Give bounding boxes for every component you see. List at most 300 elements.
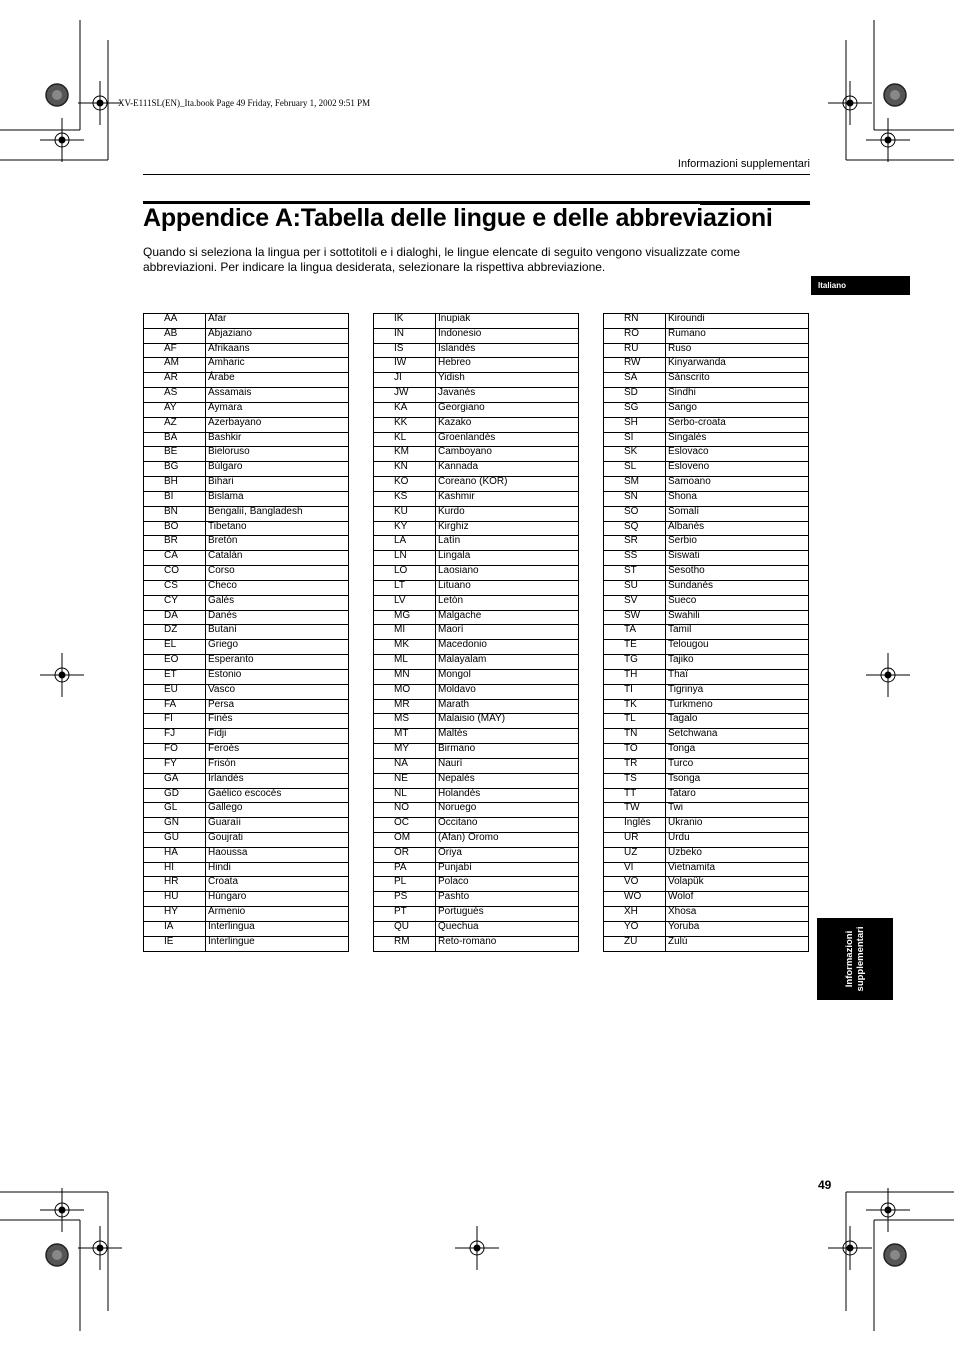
table-row (144, 640, 349, 655)
language-code: IK (374, 314, 436, 329)
language-tab: Italiano (811, 276, 910, 295)
language-name: Bretón (206, 536, 349, 551)
language-code: SK (604, 447, 666, 462)
table-row (374, 462, 579, 477)
language-name: Frisón (206, 758, 349, 773)
table-row (144, 417, 349, 432)
language-name: Portugués (436, 907, 579, 922)
language-code: KM (374, 447, 436, 462)
table-row (374, 491, 579, 506)
language-code: KA (374, 402, 436, 417)
language-code: MG (374, 610, 436, 625)
language-code: KS (374, 491, 436, 506)
language-code: SG (604, 402, 666, 417)
language-name: Macedonio (436, 640, 579, 655)
table-row (374, 343, 579, 358)
language-code: DA (144, 610, 206, 625)
table-row (604, 773, 809, 788)
header-divider (143, 174, 810, 175)
language-name: Bislama (206, 491, 349, 506)
table-row (374, 877, 579, 892)
table-row (144, 921, 349, 936)
language-code: SN (604, 491, 666, 506)
language-name: Turco (666, 758, 809, 773)
language-name: Afrikaans (206, 343, 349, 358)
table-row (604, 684, 809, 699)
language-code: GU (144, 832, 206, 847)
language-code: MR (374, 699, 436, 714)
language-name: Corso (206, 566, 349, 581)
language-name: Oriya (436, 847, 579, 862)
language-code: OR (374, 847, 436, 862)
language-name: Thaï (666, 669, 809, 684)
language-code: SD (604, 388, 666, 403)
language-name: Singalés (666, 432, 809, 447)
language-name: Serbio (666, 536, 809, 551)
language-name: Hebreo (436, 358, 579, 373)
table-row (144, 803, 349, 818)
table-row (374, 818, 579, 833)
section-side-tab (817, 918, 893, 1000)
table-row (144, 729, 349, 744)
table-row (604, 892, 809, 907)
language-name: Fidji (206, 729, 349, 744)
table-row (604, 521, 809, 536)
language-code: RO (604, 328, 666, 343)
table-row (374, 669, 579, 684)
table-row (144, 758, 349, 773)
table-row (604, 595, 809, 610)
language-name: Vasco (206, 684, 349, 699)
table-row (604, 343, 809, 358)
table-row (604, 847, 809, 862)
language-name: Hindi (206, 862, 349, 877)
crosshair-icon (866, 1188, 910, 1232)
language-name: Bashkir (206, 432, 349, 447)
book-file-info: XV-E111SL(EN)_Ita.book Page 49 Friday, February 1, 2002 9:51 PM (118, 98, 371, 108)
table-row (604, 788, 809, 803)
language-code: SI (604, 432, 666, 447)
language-code: YO (604, 921, 666, 936)
language-name: Nepalés (436, 773, 579, 788)
language-name: Kannada (436, 462, 579, 477)
language-name: Camboyano (436, 447, 579, 462)
table-row (374, 506, 579, 521)
table-row (604, 417, 809, 432)
table-row (144, 610, 349, 625)
language-name: Tsonga (666, 773, 809, 788)
language-code: AA (144, 314, 206, 329)
table-row (144, 566, 349, 581)
language-code: UR (604, 832, 666, 847)
language-name: Persa (206, 699, 349, 714)
table-row (604, 506, 809, 521)
language-name: Catalán (206, 551, 349, 566)
table-row (604, 447, 809, 462)
language-code: TL (604, 714, 666, 729)
language-name: Amharic (206, 358, 349, 373)
language-code: PA (374, 862, 436, 877)
table-row (604, 580, 809, 595)
language-name: Vietnamita (666, 862, 809, 877)
language-name: Irlandés (206, 773, 349, 788)
table-row (374, 744, 579, 759)
table-row (144, 580, 349, 595)
table-row (144, 862, 349, 877)
language-name: Samoano (666, 477, 809, 492)
language-name: Mongol (436, 669, 579, 684)
language-name: Árabe (206, 373, 349, 388)
language-code: CY (144, 595, 206, 610)
language-code: LN (374, 551, 436, 566)
table-row (604, 432, 809, 447)
language-name: Malaisio (MAY) (436, 714, 579, 729)
language-name: Aymara (206, 402, 349, 417)
crosshair-icon (78, 81, 122, 125)
language-code: TW (604, 803, 666, 818)
language-code: SV (604, 595, 666, 610)
language-name: Malayalam (436, 655, 579, 670)
language-code: FY (144, 758, 206, 773)
language-code: HR (144, 877, 206, 892)
language-name: (Afan) Oromo (436, 832, 579, 847)
crosshair-icon (40, 1188, 84, 1232)
table-row (374, 714, 579, 729)
language-name: Tataro (666, 788, 809, 803)
language-name: Urdu (666, 832, 809, 847)
language-code: SU (604, 580, 666, 595)
language-code: HU (144, 892, 206, 907)
language-code: TH (604, 669, 666, 684)
language-code: ST (604, 566, 666, 581)
table-row (374, 862, 579, 877)
language-code: RW (604, 358, 666, 373)
language-code: SM (604, 477, 666, 492)
language-code: SS (604, 551, 666, 566)
language-name: Danés (206, 610, 349, 625)
language-name: Sundanés (666, 580, 809, 595)
language-code: AR (144, 373, 206, 388)
table-row (604, 328, 809, 343)
language-name: Maorí (436, 625, 579, 640)
language-name: Yoruba (666, 921, 809, 936)
language-code: AS (144, 388, 206, 403)
language-code: BE (144, 447, 206, 462)
table-row (604, 818, 809, 833)
table-row (144, 699, 349, 714)
language-name: Uzbeko (666, 847, 809, 862)
language-name: Shona (666, 491, 809, 506)
table-row (144, 847, 349, 862)
language-code: VO (604, 877, 666, 892)
table-row (374, 358, 579, 373)
language-code: AZ (144, 417, 206, 432)
table-row (604, 477, 809, 492)
table-row (374, 595, 579, 610)
table-row (604, 669, 809, 684)
language-code: KY (374, 521, 436, 536)
language-code: AY (144, 402, 206, 417)
crosshair-icon (866, 118, 910, 162)
language-code: XH (604, 907, 666, 922)
language-name: Serbo-croata (666, 417, 809, 432)
table-row (374, 625, 579, 640)
language-name: Malgache (436, 610, 579, 625)
language-code: DZ (144, 625, 206, 640)
language-name: Pashto (436, 892, 579, 907)
language-name: Letón (436, 595, 579, 610)
language-name: Goujrati (206, 832, 349, 847)
page-title: Appendice A:Tabella delle lingue e delle abbreviazioni (143, 204, 773, 232)
language-code: MI (374, 625, 436, 640)
language-name: Sánscrito (666, 373, 809, 388)
language-code: Inglés (604, 818, 666, 833)
table-row (144, 521, 349, 536)
language-code: LV (374, 595, 436, 610)
language-code: VI (604, 862, 666, 877)
language-name: Javanés (436, 388, 579, 403)
table-row (144, 877, 349, 892)
language-name: Gaélico escocés (206, 788, 349, 803)
page-number: 49 (818, 1178, 832, 1192)
table-row (144, 358, 349, 373)
language-name: Kiroundi (666, 314, 809, 329)
table-row (374, 803, 579, 818)
table-row (374, 477, 579, 492)
table-row (604, 699, 809, 714)
language-code: SA (604, 373, 666, 388)
table-row (604, 921, 809, 936)
table-row (604, 729, 809, 744)
language-code: HI (144, 862, 206, 877)
language-code: PT (374, 907, 436, 922)
language-code: SW (604, 610, 666, 625)
language-code: GD (144, 788, 206, 803)
language-name: Feroés (206, 744, 349, 759)
table-row (144, 655, 349, 670)
language-code: CO (144, 566, 206, 581)
language-code: CA (144, 551, 206, 566)
language-code: SR (604, 536, 666, 551)
language-code: HA (144, 847, 206, 862)
language-name: Tigrinya (666, 684, 809, 699)
language-code: EU (144, 684, 206, 699)
language-code: NL (374, 788, 436, 803)
language-name: Latín (436, 536, 579, 551)
language-code: PS (374, 892, 436, 907)
side-tab-label (844, 927, 866, 992)
table-row (374, 921, 579, 936)
table-row (374, 907, 579, 922)
language-code: MT (374, 729, 436, 744)
language-name: Xhosa (666, 907, 809, 922)
language-code: MS (374, 714, 436, 729)
language-name: Sesotho (666, 566, 809, 581)
language-name: Butaní (206, 625, 349, 640)
language-code: OM (374, 832, 436, 847)
table-row (374, 729, 579, 744)
table-row (604, 388, 809, 403)
table-row (374, 328, 579, 343)
language-name: Haoussa (206, 847, 349, 862)
language-code: BR (144, 536, 206, 551)
language-name: Noruego (436, 803, 579, 818)
language-name: Griego (206, 640, 349, 655)
language-code: CS (144, 580, 206, 595)
language-code: RU (604, 343, 666, 358)
language-code: MY (374, 744, 436, 759)
language-code: LA (374, 536, 436, 551)
language-code: TN (604, 729, 666, 744)
language-name: Estonio (206, 669, 349, 684)
language-code: KO (374, 477, 436, 492)
language-code: IN (374, 328, 436, 343)
language-code: NA (374, 758, 436, 773)
language-name: Lingala (436, 551, 579, 566)
table-row (144, 892, 349, 907)
table-row (144, 714, 349, 729)
language-name: Somalí (666, 506, 809, 521)
language-code: OC (374, 818, 436, 833)
language-name: Laosiano (436, 566, 579, 581)
table-row (144, 328, 349, 343)
language-code: ET (144, 669, 206, 684)
table-row (604, 655, 809, 670)
table-row (374, 521, 579, 536)
language-name: Azerbayano (206, 417, 349, 432)
language-code: GN (144, 818, 206, 833)
table-row (604, 758, 809, 773)
language-code: SO (604, 506, 666, 521)
language-code: KN (374, 462, 436, 477)
language-code: BN (144, 506, 206, 521)
language-name: Siswati (666, 551, 809, 566)
table-row (604, 877, 809, 892)
language-name: Islandés (436, 343, 579, 358)
table-row (374, 655, 579, 670)
language-code: TK (604, 699, 666, 714)
language-code: FO (144, 744, 206, 759)
crosshair-icon (866, 653, 910, 697)
table-row (374, 447, 579, 462)
table-row (144, 447, 349, 462)
language-name: Bieloruso (206, 447, 349, 462)
language-name: Swahili (666, 610, 809, 625)
language-name: Yidish (436, 373, 579, 388)
table-row (144, 773, 349, 788)
language-code: PL (374, 877, 436, 892)
table-row (144, 343, 349, 358)
language-code: IE (144, 936, 206, 951)
table-row (604, 744, 809, 759)
language-code: SH (604, 417, 666, 432)
language-name: Tibetano (206, 521, 349, 536)
language-name: Gallego (206, 803, 349, 818)
table-row (604, 314, 809, 329)
table-row (144, 373, 349, 388)
language-name: Reto-romano (436, 936, 579, 951)
table-row (144, 818, 349, 833)
language-name: Moldavo (436, 684, 579, 699)
language-name: Kazako (436, 417, 579, 432)
language-name: Afar (206, 314, 349, 329)
table-row (144, 551, 349, 566)
table-row (604, 551, 809, 566)
crosshair-icon (828, 81, 872, 125)
language-code: TT (604, 788, 666, 803)
language-name: Sango (666, 402, 809, 417)
language-name: Ukranio (666, 818, 809, 833)
language-code: AB (144, 328, 206, 343)
language-code: IA (144, 921, 206, 936)
crosshair-icon (78, 1226, 122, 1270)
table-row (604, 462, 809, 477)
section-header: Informazioni supplementari (677, 158, 810, 170)
language-name: Turkmeno (666, 699, 809, 714)
language-code: UZ (604, 847, 666, 862)
language-name: Tamil (666, 625, 809, 640)
language-code: BO (144, 521, 206, 536)
table-row (374, 699, 579, 714)
language-code: AM (144, 358, 206, 373)
language-code: IW (374, 358, 436, 373)
table-row (374, 936, 579, 951)
language-name: Kashmir (436, 491, 579, 506)
language-name: Búlgaro (206, 462, 349, 477)
table-row (144, 432, 349, 447)
table-row (604, 625, 809, 640)
language-code: IS (374, 343, 436, 358)
language-code: KK (374, 417, 436, 432)
language-code: TG (604, 655, 666, 670)
table-row (144, 477, 349, 492)
table-row (374, 388, 579, 403)
crosshair-icon (40, 118, 84, 162)
table-row (374, 580, 579, 595)
crosshair-icon (455, 1226, 499, 1270)
intro-paragraph: Quando si seleziona la lingua per i sottotitoli e i dialoghi, le lingue elencate di seguito vengono visualizzate come abbreviazioni. Per indicare la lingua desiderata, selezionare la rispettiva abbreviazione. (143, 245, 741, 274)
language-code: RN (604, 314, 666, 329)
language-code: TE (604, 640, 666, 655)
table-row (604, 803, 809, 818)
language-name: Bihari (206, 477, 349, 492)
language-code: FI (144, 714, 206, 729)
table-row (374, 402, 579, 417)
table-row (144, 491, 349, 506)
language-code: GA (144, 773, 206, 788)
table-row (604, 491, 809, 506)
language-name: Tajiko (666, 655, 809, 670)
language-code: JI (374, 373, 436, 388)
language-name: Maltés (436, 729, 579, 744)
language-code: GL (144, 803, 206, 818)
language-code: KU (374, 506, 436, 521)
language-code: EO (144, 655, 206, 670)
table-row (604, 714, 809, 729)
language-name: Croata (206, 877, 349, 892)
language-name: Interlingua (206, 921, 349, 936)
table-row (144, 625, 349, 640)
table-row (374, 832, 579, 847)
language-code: ZU (604, 936, 666, 951)
language-name: Tagalo (666, 714, 809, 729)
language-code: SQ (604, 521, 666, 536)
language-name: Kirghiz (436, 521, 579, 536)
table-row (604, 640, 809, 655)
table-row (374, 640, 579, 655)
language-name: Albanés (666, 521, 809, 536)
table-row (374, 432, 579, 447)
